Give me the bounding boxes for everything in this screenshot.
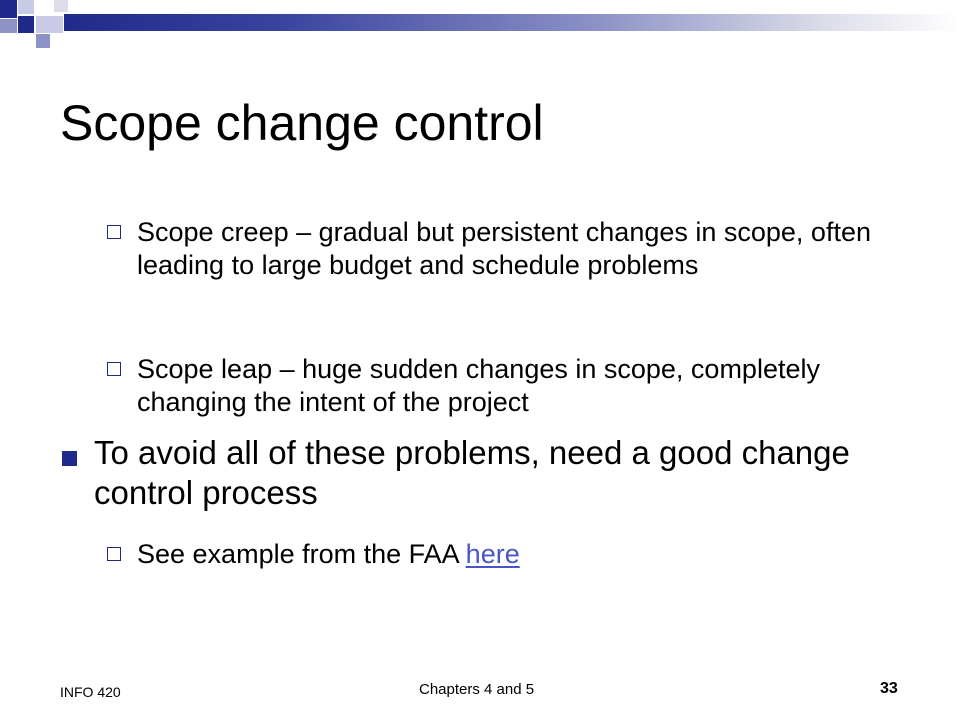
deco-square-mid (0, 19, 17, 33)
slide-number: 33 (880, 680, 898, 697)
sub-bullet-scope-leap (107, 353, 897, 419)
main-bullet-change-control (62, 433, 862, 513)
bullet-text (137, 538, 897, 571)
footer-chapter: Chapters 4 and 5 (419, 681, 535, 698)
deco-square-dark (0, 0, 17, 18)
sub-bullet-scope-creep (107, 216, 897, 282)
hollow-square-bullet-icon (107, 225, 121, 239)
filled-square-bullet-icon (62, 451, 77, 466)
slide-title: Scope change control (60, 95, 544, 151)
bullet-text: Scope creep – gradual but persistent changes in scope, often leading to large budget and schedule problems (137, 217, 871, 280)
bullet-text-before-link: See example from the FAA (137, 539, 466, 569)
deco-square-light (36, 16, 63, 33)
faa-example-link[interactable]: here (465, 539, 520, 569)
deco-square-dark (18, 16, 34, 33)
deco-square-mid (36, 34, 50, 48)
bullet-text: To avoid all of these problems, need a good change control process (94, 434, 850, 511)
hollow-square-bullet-icon (107, 547, 121, 561)
sub-bullet-faa-example (107, 538, 897, 571)
header-gradient-bar (64, 14, 960, 31)
header-decoration (0, 0, 960, 60)
footer-course: INFO 420 (60, 684, 121, 700)
bullet-text: Scope leap – huge sudden changes in scope, completely changing the intent of the project (137, 354, 820, 417)
deco-square-light (54, 0, 68, 12)
hollow-square-bullet-icon (107, 362, 121, 376)
deco-square-light (18, 0, 34, 14)
